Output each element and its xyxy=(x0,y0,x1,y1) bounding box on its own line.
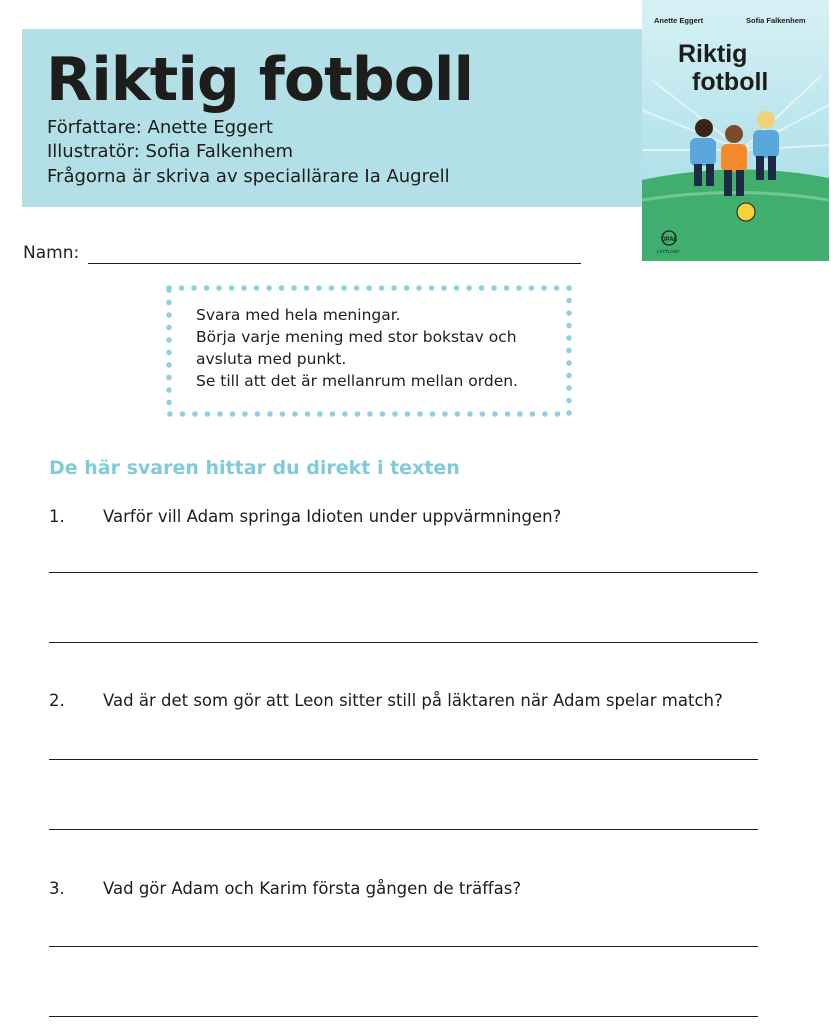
cover-illustrator: Sofia Falkenhem xyxy=(746,16,806,25)
instruction-line: Börja varje mening med stor bokstav och xyxy=(196,328,517,346)
football-icon xyxy=(737,203,755,221)
question-1-number: 1. xyxy=(49,507,65,526)
cover-title-line1: Riktig xyxy=(678,40,748,68)
answer-line[interactable] xyxy=(49,572,758,573)
question-2-number: 2. xyxy=(49,691,65,710)
name-write-line[interactable] xyxy=(88,263,581,264)
book-cover-image xyxy=(642,0,829,261)
instruction-line: Se till att det är mellanrum mellan orden. xyxy=(196,372,518,390)
question-3-number: 3. xyxy=(49,879,65,898)
question-3-text: Vad gör Adam och Karim första gången de träffas? xyxy=(103,879,522,898)
questions-by-line: Frågorna är skriva av speciallärare Ia Augrell xyxy=(47,166,450,187)
question-1-text: Varför vill Adam springa Idioten under uppvärmningen? xyxy=(103,507,562,526)
cover-author: Anette Eggert xyxy=(654,16,704,25)
instruction-line: avsluta med punkt. xyxy=(196,350,347,368)
cover-series: LÄTTLÄST xyxy=(657,249,680,254)
author-line: Författare: Anette Eggert xyxy=(47,117,273,138)
answer-line[interactable] xyxy=(49,829,758,830)
answer-line[interactable] xyxy=(49,946,758,947)
question-2-text: Vad är det som gör att Leon sitter still på läktaren när Adam spelar match? xyxy=(103,691,723,710)
name-label: Namn: xyxy=(23,243,80,263)
illustrator-line: Illustratör: Sofia Falkenhem xyxy=(47,141,294,162)
cover-publisher: OPAL xyxy=(661,237,678,243)
answer-line[interactable] xyxy=(49,759,758,760)
answer-line[interactable] xyxy=(49,642,758,643)
instruction-line: Svara med hela meningar. xyxy=(196,306,401,324)
answer-line[interactable] xyxy=(49,1016,758,1017)
section-heading: De här svaren hittar du direkt i texten xyxy=(49,457,460,479)
cover-title-line2: fotboll xyxy=(692,68,769,96)
instructions-box xyxy=(163,282,575,420)
page-title: Riktig fotboll xyxy=(46,45,474,115)
